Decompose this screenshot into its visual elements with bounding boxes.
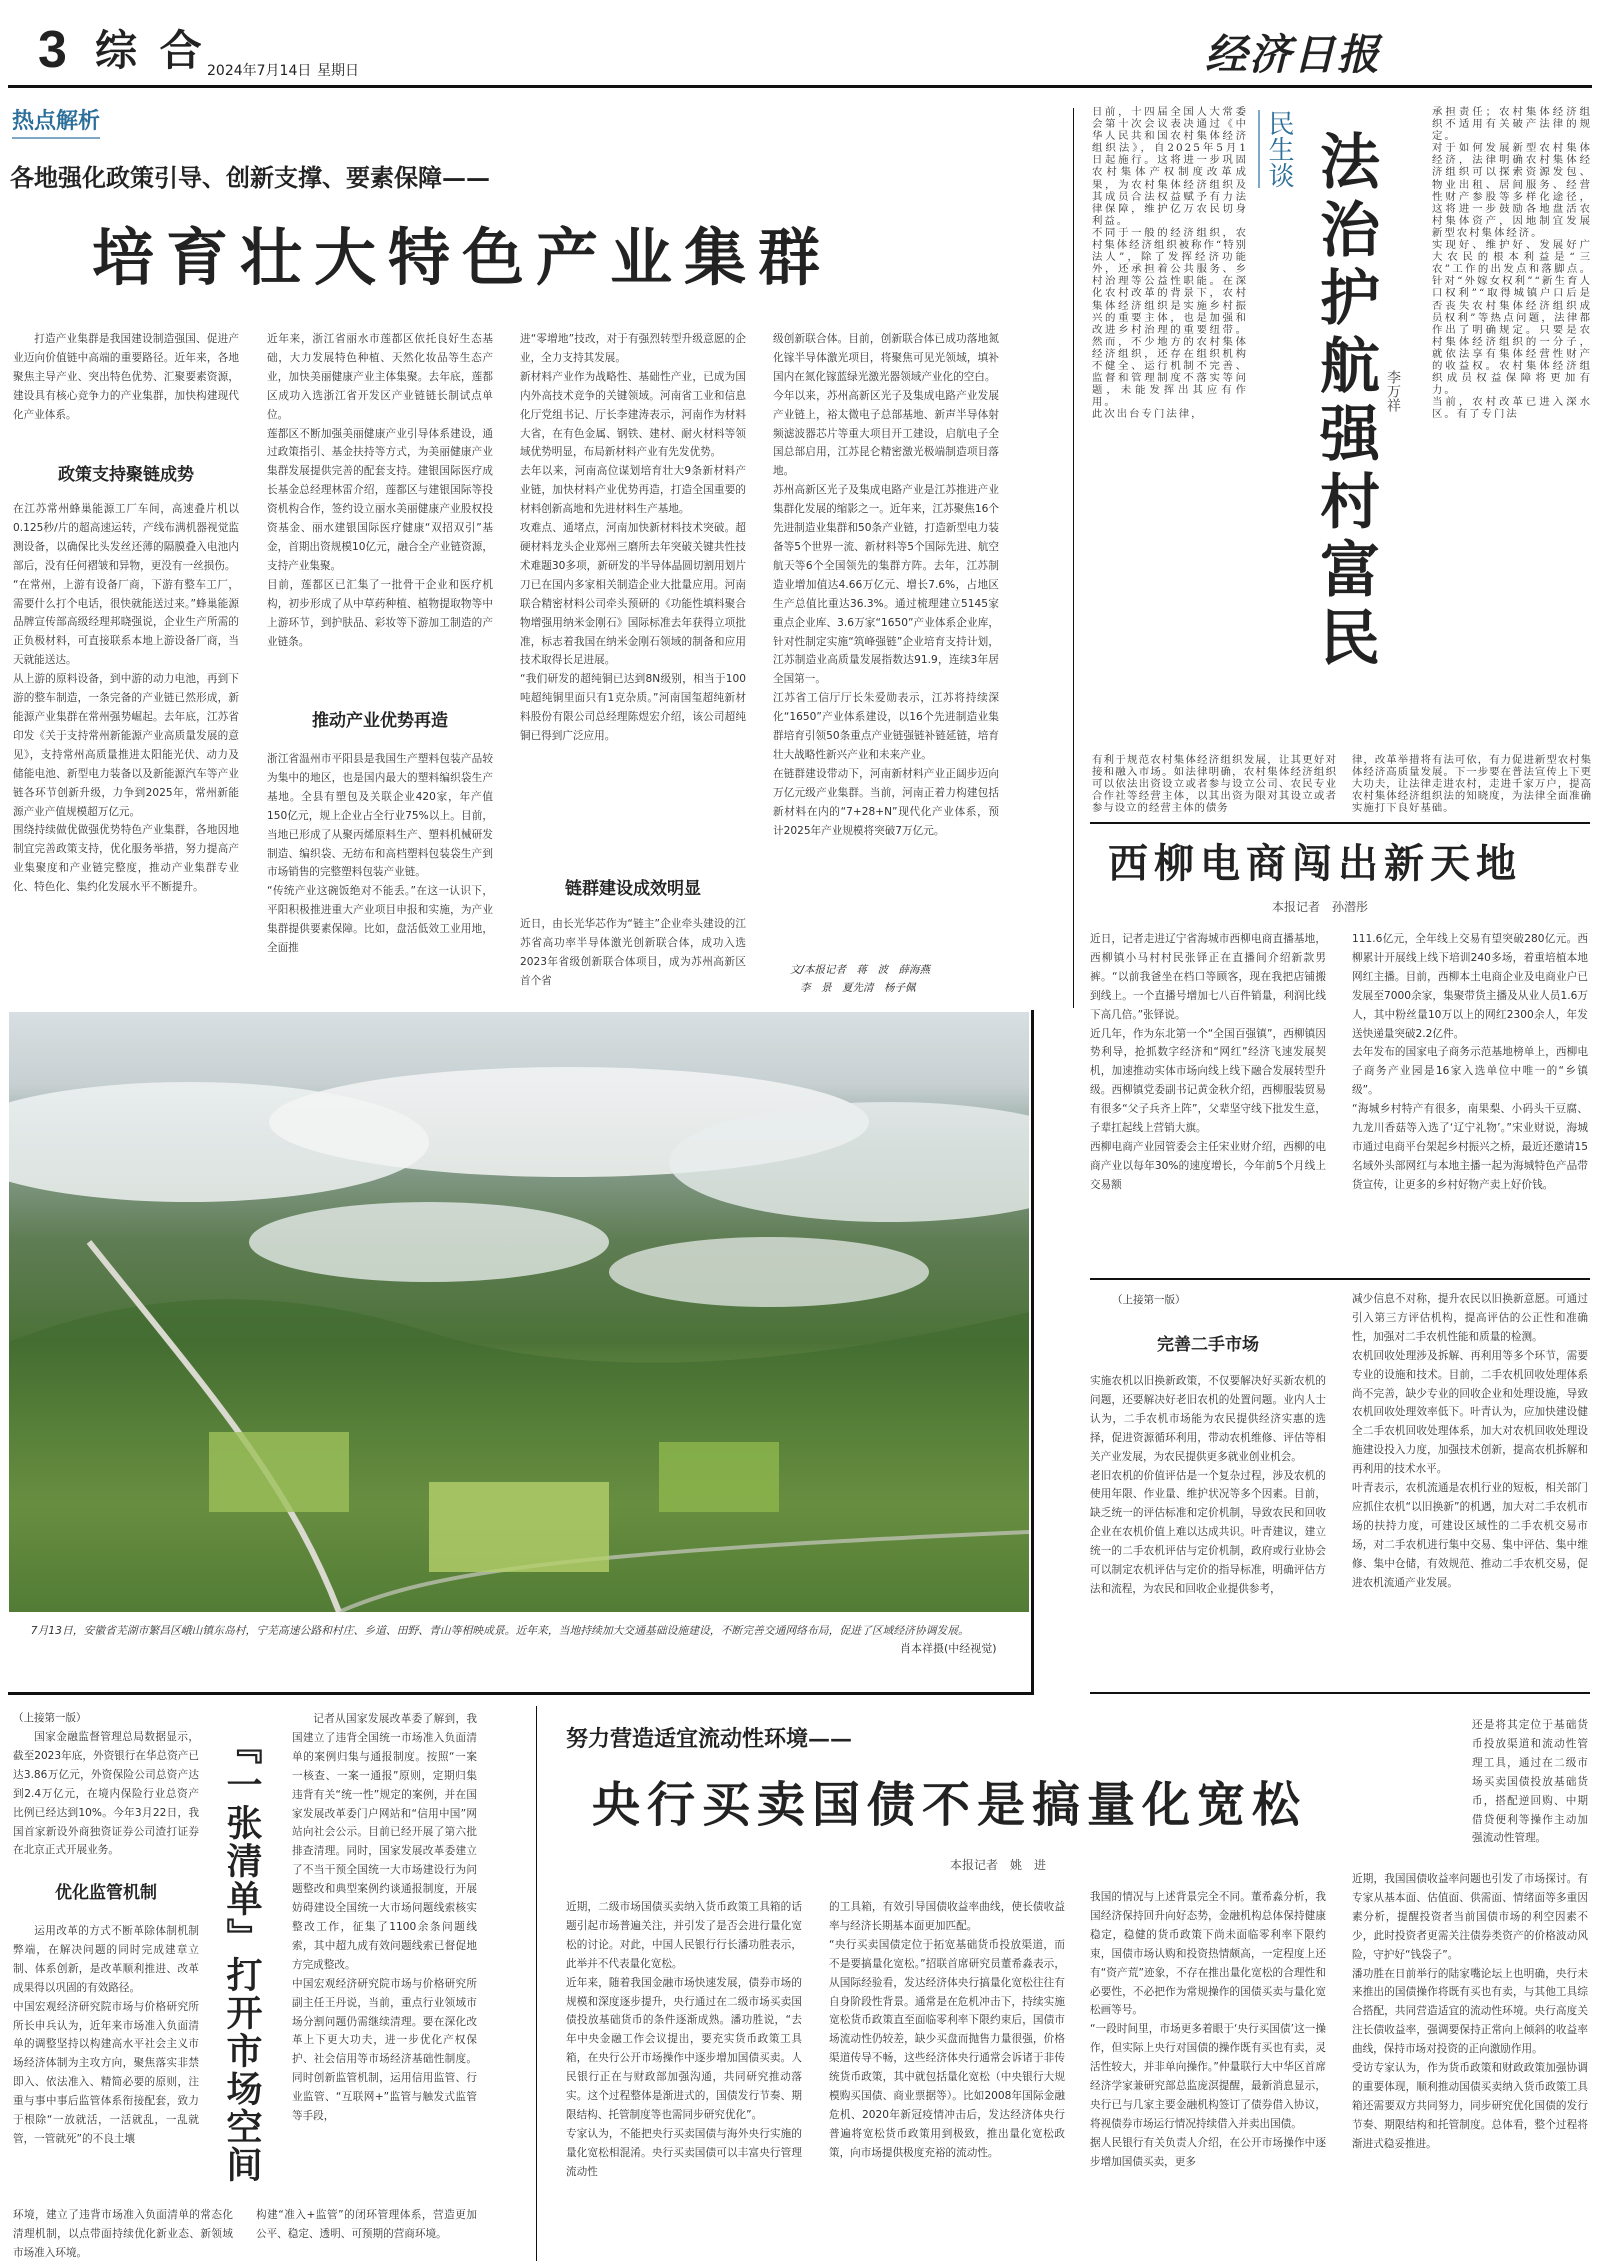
bonds-body-col4: 近期，我国国债收益率问题也引发了市场探讨。有专家从基本面、估值面、供需面、情绪面等多重因素分析，提醒投资者当前国债市场的利空因素不少，此时投资者更需关注债券类资产的价格波动风险，守护好“钱袋子”。 潘功胜在日前举行的陆家嘴论坛上也明确，央行未来推出的国债操作将既有买也有卖，与其他工具综合搭配，共同营造适宜的流动性环境。央行高度关注长债收益率，强调要保持正常向上倾斜的收益率曲线，保持市场对投资的正向激励作用。 受访专家认为，作为货币政策和财政政策加强协调的重要体现，顺利推动国债买卖纳入货币政策工具箱还需要双方共同努力，同步研究优化国债的发行节奏、期限结构和托管制度。总体看，整个过程将渐进式稳妥推进。 xyxy=(1352,1873,1588,2150)
xiliu-bottom-rule xyxy=(1090,1278,1590,1280)
secondhand-continued-label: （上接第一版） xyxy=(1112,1294,1186,1306)
photo-caption: 7月13日，安徽省芜湖市繁昌区峨山镇东岛村，宁芜高速公路和村庄、乡道、田野、青山等相映成景。近年来，当地持续加大交通基础设施建设，不断完善交通网络布局，促进了区域经济协调发展。 xyxy=(30,1624,969,1637)
secondhand-body-col1: 实施农机以旧换新政策，不仅要解决好买新农机的问题，还要解决好老旧农机的处置问题。业内人士认为，二手农机市场能为农民提供经济实惠的选择，促进资源循环利用，带动农机维修、评估等相关产业发展，为农民提供更多就业创业机会。 老旧农机的价值评估是一个复杂过程，涉及农机的使用年限、作业量、维护状况等多个因素。目前，缺乏统一的评估标准和定价机制，导致农民和回收企业在农机价值上难以达成共识。叶青建议，建立统一的二手农机评估与定价机制，政府或行业协会可以制定农机评估与定价的指导标准，明确评估方法和流程，为农民和回收企业提供参考， xyxy=(1090,1375,1326,1595)
section-name: 综 合 xyxy=(95,26,206,75)
opinion-body-col2: 承担责任；农村集体经济组织不适用有关破产法律的规定。 对于如何发展新型农村集体经济，法律明确农村集体经济组织可以探索资源发包、物业出租、居间服务、经营性财产参股等多样化途径，这将进一步鼓励各地盘活农村集体资产，因地制宜发展新型农村集体经济。 实现好、维护好、发展好广大农民的根本利益是“三农”工作的出发点和落脚点。针对“外嫁女权利”“新生育人口权利”“取得城镇户口后是否丧失农村集体经济组织成员权利”等热点问题，法律都作出了明确规定。只要是农村集体经济组织的一分子，就依法享有集体经营性财产的收益权。农村集体经济组织成员权益保障将更加有力。 当前，农村改革已进入深水区。有了专门法 xyxy=(1432,106,1592,421)
article-body-col2: 近年来，浙江省丽水市莲都区依托良好生态基础，大力发展特色种植、天然化妆品等生态产业，加快美丽健康产业主体集聚。去年底，莲都区成功入选浙江省开发区产业链链长制试点单位。 莲都区不断加强美丽健康产业引导体系建设，通过政策指引、基金扶持等方式，为美丽健康产业集群发展提供完善的配套支持。建银国际医疗成长基金总经理林雷介绍，莲都区与建银国际等投资机构合作，签约设立丽水美丽健康产业股权投资基金、丽水建银国际医疗健康“双招双引”基金，首期出资规模10亿元，融合全产业链资源，支持产业集聚。 目前，莲都区已汇集了一批骨干企业和医疗机构，初步形成了从中草药种植、植物提取物等中上游环节，到护肤品、彩妆等下游加工制造的产业链条。 xyxy=(267,333,493,648)
bonds-kicker: 努力营造适宜流动性环境—— xyxy=(566,1726,853,1752)
xiliu-headline: 西柳电商闯出新天地 xyxy=(1108,840,1522,887)
article-body-col1b: 在江苏常州蜂巢能源工厂车间，高速叠片机以0.125秒/片的超高速运转，产线布满机器视觉监测设备，以确保比头发丝还薄的隔膜叠入电池内部后，没有任何褶皱和异物，更没有一丝损伤。 “在常州，上游有设备厂商，下游有整车工厂，需要什么打个电话，很快就能送过来。”蜂巢能源品牌宣传部高级经理邦晓强说，企业生产所需的正负极材料，可直接联系本地上游设备厂商，当天就能送达。 从上游的原料设备，到中游的动力电池，再到下游的整车制造，一条完备的产业链已然形成，新能源产业集群在常州强势崛起。去年底，江苏省印发《关于支持常州新能源产业高质量发展的意见》，支持常州高质量推进太阳能光伏、动力及储能电池、新型电力装备以及新能源汽车等产业链各环节创新升级，力争到2025年，常州新能源产业产值规模超万亿元。 围绕持续做优做强优势特色产业集群，各地因地制宜完善政策支持，优化服务举措，努力提高产业集聚度和产业链完整度，推动产业集群专业化、特色化、集约化发展水平不断提升。 xyxy=(13,503,239,894)
opinion-body-col1: 日前，十四届全国人大常委会第十次会议表决通过《中华人民共和国农村集体经济组织法》，自2025年5月1日起施行。这将进一步巩固农村集体产权制度改革成果，为农村集体经济组织及其成员合法权益赋予有力法律保障，维护亿万农民切身利益。 不同于一般的经济组织，农村集体经济组织被称作“特别法人”，除了发挥经济功能外，还承担着公共服务、乡村治理等公益性职能。在深化农村改革的背景下，农村集体经济组织是实施乡村振兴的重要主体，也是加强和改进乡村治理的重要纽带。然而，不少地方的农村集体经济组织，还存在组织机构不健全、运行机制不完善、监督和管理制度不落实等问题，未能发挥出其应有作用。 此次出台专门法律， xyxy=(1092,106,1248,421)
article-byline-1: 文/本报记者 蒋 波 薛海燕 xyxy=(790,964,931,976)
list-headline: 『一张清单』打开市场空间 xyxy=(221,1728,263,2184)
bonds-byline: 本报记者 姚 进 xyxy=(950,1858,1047,1872)
landscape-photo-art xyxy=(9,1012,1029,1612)
xiliu-body-col1: 近日，记者走进辽宁省海城市西柳电商直播基地，西柳镇小马村村民张铎正在直播间介绍新款男裤。“以前我爸坐在档口等顾客，现在我把店铺搬到线上。一个直播号增加七八百件销量，利润比线下高几倍。”张铎说。 近几年，作为东北第一个“全国百强镇”，西柳镇因势利导，抢抓数字经济和“网红”经济飞速发展契机，加速推动实体市场向线上线下融合发展转型升级。西柳镇党委副书记黄金秋介绍，西柳服装贸易有很多“父子兵齐上阵”，父辈坚守线下批发生意，子辈扛起线上营销大旗。 西柳电商产业园管委会主任宋业财介绍，西柳的电商产业以每年30%的速度增长，今年前5个月线上交易额 xyxy=(1090,933,1326,1191)
opinion-column-tag: 民生谈 xyxy=(1258,110,1295,188)
opinion-body-col2b: 律，改革举措将有法可依，有力促进新型农村集体经济高质量发展。下一步要在普法宣传上下更大功夫，让法律走进农村，走进千家万户，提高农村集体经济组织法的知晓度，为法律全面准确实施打下良好基础。 xyxy=(1352,754,1592,815)
article-byline-2: 李 景 夏先清 杨子佩 xyxy=(800,982,916,994)
article-body-col4: 级创新联合体。目前，创新联合体已成功落地氮化镓半导体激光项目，将聚焦可见光领域，填补国内在氮化镓蓝绿光激光器领域产业化的空白。 今年以来，苏州高新区光子及集成电路产业发展产业链上，裕太微电子总部基地、新声半导体射频滤波器芯片等重大项目开工建设，启航电子全国总部启用，江苏昆仑精密激光极端制造项目落地。 苏州高新区光子及集成电路产业是江苏推进产业集群化发展的缩影之一。近年来，江苏聚焦16个先进制造业集群和50条产业链，打造新型电力装备等5个世界一流、新材料等5个国际先进、航空航天等6个全国领先的集群方阵。去年，江苏制造业增加值达4.66万亿元、增长7.6%，占地区生产总值比重达36.3%。通过梳理建立5145家重点企业库、3.6万家“1650”产业体系企业库，针对性制定实施“筑峰强链”企业培育支持计划，江苏制造业高质量发展指数达91.9，连续3年居全国第一。 江苏省工信厅厅长朱爱勋表示，江苏将持续深化“1650”产业体系建设，以16个先进制造业集群培育引领50条重点产业链强链补链延链，培育壮大战略性新兴产业和未来产业。 在链群建设带动下，河南新材料产业正阔步迈向万亿元级产业集群。当前，河南正着力构建包括新材料在内的“7+28+N”现代化产业体系，预计2025年产业规模将突破7万亿元。 xyxy=(773,333,999,837)
photo-credit: 肖本祥摄(中经视觉) xyxy=(900,1642,997,1655)
article-body-col3: 进“零增地”技改，对于有强烈转型升级意愿的企业，全力支持其发展。 新材料产业作为战略性、基础性产业，已成为国内外高技术竞争的关键领域。河南省工业和信息化厅党组书记、厅长李建涛表示，河南作为材料大省，在有色金属、钢铁、建材、耐火材料等领域优势明显，布局新材料产业有先发优势。 去年以来，河南高位谋划培育壮大9条新材料产业链，加快材料产业优势再造，打造全国重要的材料创新高地和先进材料生产基地。 攻难点、通堵点，河南加快新材料技术突破。超硬材料龙头企业郑州三磨所去年突破关键共性技术难题30多项，新研发的半导体晶圆切割用划片刀已在国内多家相关制造企业大批量应用。河南联合精密材料公司牵头预研的《功能性填料聚合物增强用纳米金刚石》国际标准去年获得立项批准，标志着我国在纳米金刚石领域的制备和应用技术取得长足进展。 “我们研发的超纯铜已达到8N级别，相当于100吨超纯铜里面只有1克杂质。”河南国玺超纯新材料股份有限公司总经理陈煜宏介绍，该公司超纯铜已得到广泛应用。 xyxy=(520,333,746,743)
article-subhead-2: 推动产业优势再造 xyxy=(312,711,448,731)
secondhand-body-col2: 减少信息不对称，提升农民以旧换新意愿。可通过引入第三方评估机构，提高评估的公正性和准确性，加强对二手农机性能和质量的检测。 农机回收处理涉及拆解、再利用等多个环节，需要专业的设施和技术。目前，二手农机回收处理体系尚不完善，缺少专业的回收企业和处理设施，导致农机回收处理效率低下。叶青认为，应加快建设健全二手农机回收处理体系，加大对农机回收处理设施建设投入力度，加强技术创新，提高农机拆解和再利用的技术水平。 叶青表示，农机流通是农机行业的短板，相关部门应抓住农机“以旧换新”的机遇，加大对二手农机市场的扶持力度，可建设区域性的二手农机交易市场，对二手农机进行集中交易、集中评估、集中维修、集中仓储，有效规范、推动二手农机交易，促进农机流通产业发展。 xyxy=(1352,1293,1588,1589)
opinion-body-col1b: 有利于规范农村集体经济组织发展，让其更好对接和融入市场。如法律明确，农村集体经济组织可以依法出资设立或者参与设立公司、农民专业合作社等经营主体，以其出资为限对其设立或者参与设立的经营主体的债务 xyxy=(1092,754,1337,815)
photo-frame-right xyxy=(1031,1010,1034,1692)
article-body-col1: 打造产业集群是我国建设制造强国、促进产业迈向价值链中高端的重要路径。近年来，各地聚焦主导产业、突出特色优势、汇聚要素资源，建设具有核心竞争力的产业集群，加快构建现代化产业体系。 xyxy=(13,333,239,421)
article-kicker: 各地强化政策引导、创新支撑、要素保障—— xyxy=(10,163,490,192)
article-headline: 培育壮大特色产业集群 xyxy=(92,221,833,294)
column-tag: 热点解析 xyxy=(12,106,100,139)
secondhand-bottom-rule xyxy=(1090,1692,1590,1694)
bonds-body-col4-top: 还是将其定位于基础货币投放渠道和流动性管理工具，通过在二级市场买卖国债投放基础货币，搭配逆回购、中期借贷便利等操作主动加强流动性管理。 xyxy=(1472,1719,1588,1845)
bonds-body-col1: 近期，二级市场国债买卖纳入货币政策工具箱的话题引起市场普遍关注，并引发了是否会进行量化宽松的讨论。对此，中国人民银行行长潘功胜表示，此举并不代表量化宽松。 近年来，随着我国金融市场快速发展，债券市场的规模和深度逐步提升，央行通过在二级市场买卖国债投放基础货币的条件逐渐成熟。潘功胜说，“去年中央金融工作会议提出，要充实货币政策工具箱，在央行公开市场操作中逐步增加国债买卖。人民银行正在与财政部加强沟通，共同研究推动落实。这个过程整体是渐进式的，国债发行节奏、期限结构、托管制度等也需同步研究优化”。 专家认为，不能把央行买卖国债与海外央行实施的量化宽松相混淆。央行买卖国债可以丰富央行管理流动性 xyxy=(566,1901,802,2178)
page-number: 3 xyxy=(38,21,67,79)
xiliu-byline: 本报记者 孙潜彤 xyxy=(1272,900,1369,914)
list-subhead: 优化监管机制 xyxy=(55,1883,157,1903)
article-subhead-3: 链群建设成效明显 xyxy=(565,879,701,899)
newspaper-logo: 经济日报 xyxy=(1205,30,1382,79)
column-divider-top xyxy=(1073,108,1074,1008)
list-body-col1: 国家金融监督管理总局数据显示，截至2023年底，外资银行在华总资产已达3.86万亿元，外资保险公司总资产达到2.4万亿元，在境内保险行业总资产比例已经达到10%。今年3月22日，我国首家新设外商独资证券公司渣打证券在北京正式开展业务。 xyxy=(13,1731,199,1857)
bonds-body-col3: 我国的情况与上述背景完全不同。董希淼分析，我国经济保持回升向好态势，金融机构总体保持健康稳定，稳健的货币政策下尚未面临零利率下限约束，国债市场认购和投资热情颇高，一定程度上还有“资产荒”迹象，不存在推出量化宽松的合理性和必要性，不必把作为常规操作的国债买卖与量化宽松画等号。 “一段时间里，市场更多着眼于‘央行买国债’这一操作，但实际上央行对国债的操作既有买也有卖，灵活性较大，并非单向操作。”仲量联行大中华区首席经济学家兼研究部总监庞溟提醒，最新消息显示，央行已与几家主要金融机构签订了债券借入协议，将视债券市场运行情况持续借入并卖出国债。 据人民银行有关负责人介绍，在公开市场操作中逐步增加国债买卖，更多 xyxy=(1090,1891,1326,2168)
article-body-col2b: 浙江省温州市平阳县是我国生产塑料包装产品较为集中的地区，也是国内最大的塑料编织袋生产基地。全县有塑包及关联企业420家，年产值150亿元，规上企业占全行业75%以上。目前，当地已形成了从聚丙烯原料生产、塑料机械研发制造、编织袋、无纺布和高档塑料包装袋生产到市场销售的完整塑料包装产业链。 “传统产业这碗饭绝对不能丢。”在这一认识下，平阳积极推进重大产业项目申报和实施，为产业集群提供要素保障。比如，盘活低效工业用地，全面推 xyxy=(267,753,493,955)
xiliu-body-col2: 111.6亿元，全年线上交易有望突破280亿元。西柳累计开展线上线下培训240多场，着重培植本地网红主播。目前，西柳本土电商企业及电商业户已发展至7000余家，集聚带货主播及从业人员1.6万人，其中粉丝量10万以上的网红2300余人，年发送快递量突破2.2亿件。 去年发布的国家电子商务示范基地榜单上，西柳电子商务产业园是16家入选单位中唯一的“乡镇级”。 “海城乡村特产有很多，南果梨、小码头干豆腐、九龙川香菇等入选了‘辽宁礼物’。”宋业财说，海城市通过电商平台架起乡村振兴之桥，最近还邀请15名域外头部网红与本地主播一起为海城特色产品带货宣传，让更多的乡村好物产卖上好价钱。 xyxy=(1352,933,1588,1191)
list-body-col1b: 运用改革的方式不断革除体制机制弊端，在解决问题的同时完成建章立制、体系创新，是改革顺利推进、改革成果得以巩固的有效路径。 中国宏观经济研究院市场与价格研究所所长申兵认为，近年来市场准入负面清单的调整坚持以构建高水平社会主义市场经济体制为主攻方向，聚焦落实非禁即入、依法准入、精简必要的原则，注重与事中事后监管体系衔接配套，致力于根除“一放就活，一活就乱，一乱就管，一管就死”的不良土壤 xyxy=(13,1925,199,2145)
opinion-author: 李万祥 xyxy=(1385,370,1401,412)
list-continued-label: （上接第一版） xyxy=(13,1712,87,1724)
bonds-headline: 央行买卖国债不是搞量化宽松 xyxy=(592,1777,1308,1833)
list-body-col2b: 构建“准入+监管”的闭环管理体系，营造更加公平、稳定、透明、可预期的营商环境。 xyxy=(256,2209,477,2240)
article-body-col3b: 近日，由长光华芯作为“链主”企业牵头建设的江苏省高功率半导体激光创新联合体，成功入选2023年省级创新联合体项目，成为苏州高新区首个省 xyxy=(520,918,746,987)
opinion-bottom-rule xyxy=(1090,822,1590,824)
landscape-photo xyxy=(9,1012,1029,1612)
masthead-rule xyxy=(8,85,1592,88)
list-body-col1c: 环境，建立了违背市场准入负面清单的常态化清理机制，以点带面持续优化新业态、新领域市场准入环境。 xyxy=(13,2209,233,2259)
issue-date: 2024年7月14日 xyxy=(207,63,312,79)
list-body-col2: 记者从国家发展改革委了解到，我国建立了违背全国统一市场准入负面清单的案例归集与通报制度。按照“一案一核查、一案一通报”原则，定期归集违背有关“统一性”规定的案例，并在国家发展改革委门户网站和“信用中国”网站向社会公示。目前已经开展了第六批排查清理。同时，国家发展改革委建立了不当干预全国统一大市场建设行为问题整改和典型案例约谈通报制度，开展妨碍建设全国统一大市场问题线索核实整改工作，征集了1100余条问题线索，其中超九成有效问题线索已督促地方完成整改。 中国宏观经济研究院市场与价格研究所副主任王丹说，当前，重点行业领域市场分割问题仍需继续清理。要在深化改革上下更大功夫，进一步优化产权保护、社会信用等市场经济基础性制度。同时创新监管机制，运用信用监管、行业监管、“互联网+”监管与触发式监管等手段， xyxy=(292,1713,477,2123)
issue-weekday: 星期日 xyxy=(317,63,359,79)
column-divider-bottom xyxy=(536,1706,537,2261)
bonds-body-col2: 的工具箱，有效引导国债收益率曲线，使长债收益率与经济长期基本面更加匹配。 “央行买卖国债定位于拓宽基础货币投放渠道，而不是要搞量化宽松。”招联首席研究员董希淼表示，从国际经验看，发达经济体央行搞量化宽松往往有自身阶段性背景。通常是在危机冲击下，持续实施宽松货币政策直至面临零利率下限约束后，国债市场流动性仍较差，缺少买盘而抛售力量很强，价格渠道传导不畅，这些经济体央行通常会诉诸于非传统货币政策，其中就包括量化宽松（中央银行大规模购买国债、商业票据等）。比如2008年国际金融危机、2020年新冠疫情冲击后，发达经济体央行普遍将宽松货币政策用到极致，推出量化宽松政策，向市场提供极度充裕的流动性。 xyxy=(829,1901,1065,2159)
photo-bottom-rule xyxy=(8,1692,1034,1695)
secondhand-subhead: 完善二手市场 xyxy=(1157,1335,1259,1355)
article-subhead-1: 政策支持聚链成势 xyxy=(58,465,194,485)
opinion-headline: 法治护航强村富民 xyxy=(1310,130,1380,674)
